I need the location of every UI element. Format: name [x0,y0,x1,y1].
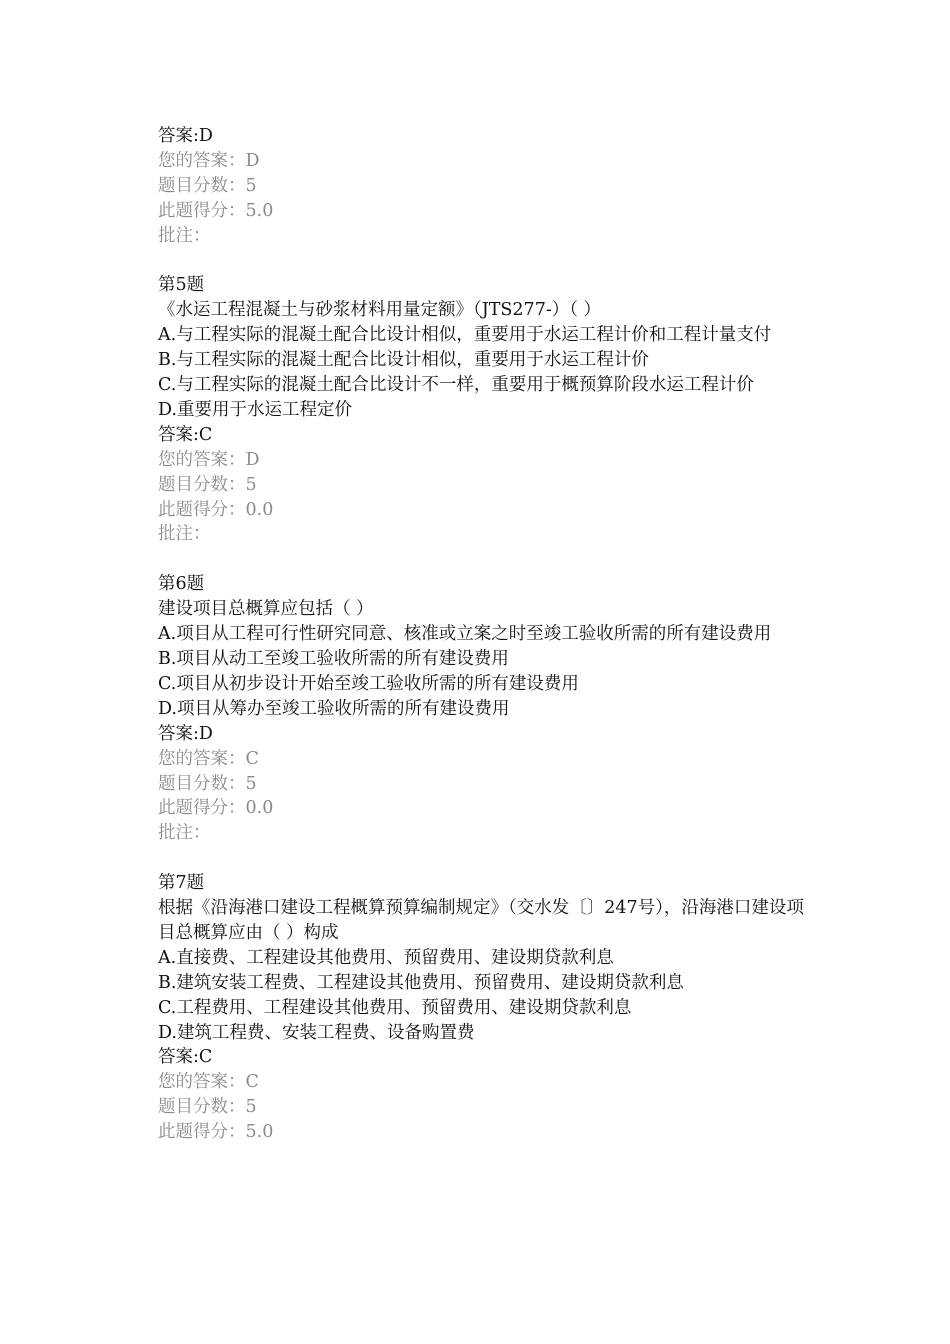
option-c: C.项目从初步设计开始至竣工验收所需的所有建设费用 [158,673,579,694]
comment-label: 批注： [158,225,211,246]
option-d: D.项目从筹办至竣工验收所需的所有建设费用 [158,698,510,719]
question-number: 第7题 [158,873,205,894]
option-c: C.工程费用、工程建设其他费用、预留费用、建设期贷款利息 [158,997,632,1018]
document-page [158,124,808,1145]
correct-answer: 答案:D [158,723,213,744]
question-number: 第6题 [158,574,205,595]
earned-score: 此题得分：0.0 [158,798,274,819]
question-4-result [158,124,808,249]
option-c: C.与工程实际的混凝土配合比设计不一样，重要用于概预算阶段水运工程计价 [158,375,754,396]
your-answer: 您的答案：C [158,1072,259,1093]
question-score: 题目分数：5 [158,1097,257,1118]
question-5 [158,273,808,547]
your-answer: 您的答案：C [158,748,259,769]
question-score: 题目分数：5 [158,175,257,196]
your-answer: 您的答案：D [158,449,260,470]
question-number: 第5题 [158,275,205,296]
question-score: 题目分数：5 [158,474,257,495]
option-a: A.与工程实际的混凝土配合比设计相似，重要用于水运工程计价和工程计量支付 [158,325,772,346]
option-b: B.与工程实际的混凝土配合比设计相似，重要用于水运工程计价 [158,350,649,371]
your-answer: 您的答案：D [158,150,260,171]
option-a: A.直接费、工程建设其他费用、预留费用、建设期贷款利息 [158,947,614,968]
comment-label: 批注： [158,823,211,844]
option-d: D.重要用于水运工程定价 [158,399,352,420]
correct-answer: 答案:C [158,1047,213,1068]
option-d: D.建筑工程费、安装工程费、设备购置费 [158,1022,475,1043]
earned-score: 此题得分：0.0 [158,499,274,520]
earned-score: 此题得分：5.0 [158,200,274,221]
question-stem: 根据《沿海港口建设工程概算预算编制规定》（交水发〔〕247号），沿海港口建设项目总概算应由（ ）构成 [158,898,804,943]
question-6 [158,572,808,846]
question-stem: 《水运工程混凝土与砂浆材料用量定额》（JTS277-）（ ） [158,300,602,321]
question-score: 题目分数：5 [158,773,257,794]
comment-label: 批注： [158,524,211,545]
correct-answer: 答案:D [158,126,213,146]
correct-answer: 答案:C [158,424,213,445]
question-stem: 建设项目总概算应包括（ ） [158,599,374,620]
question-7 [158,871,808,1145]
option-b: B.项目从动工至竣工验收所需的所有建设费用 [158,649,509,669]
option-b: B.建筑安装工程费、工程建设其他费用、预留费用、建设期贷款利息 [158,972,684,993]
earned-score: 此题得分：5.0 [158,1122,274,1143]
option-a: A.项目从工程可行性研究同意、核准或立案之时至竣工验收所需的所有建设费用 [158,624,772,645]
